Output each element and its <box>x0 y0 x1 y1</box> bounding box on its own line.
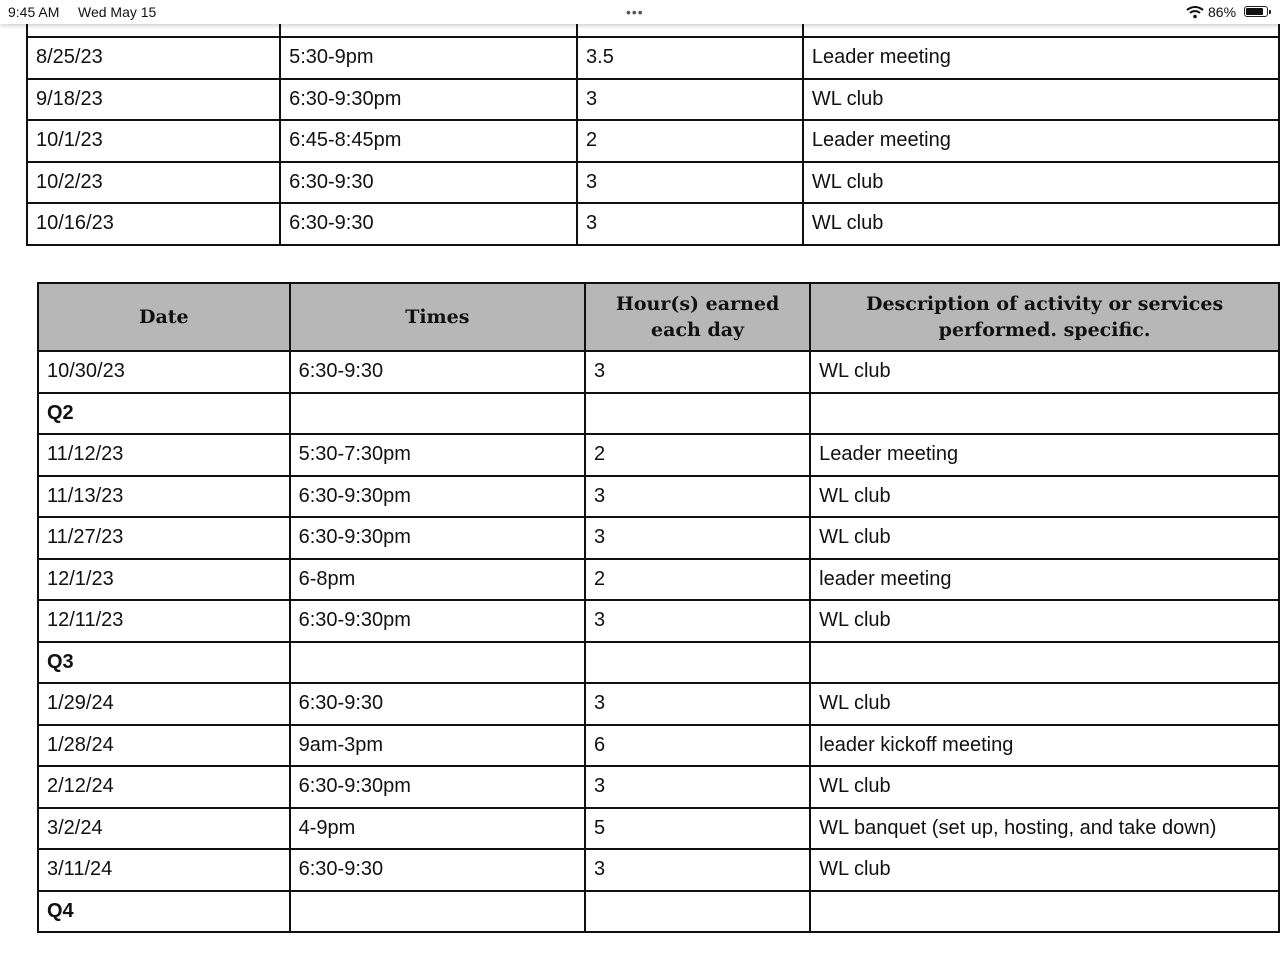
times-cell: 6:30-9:30 <box>290 849 585 891</box>
header-times: Times <box>290 283 585 351</box>
table-row <box>38 434 1279 476</box>
table-row <box>38 476 1279 518</box>
hours-cell <box>585 891 810 933</box>
hours-cell: 3 <box>585 683 810 725</box>
header-description: Description of activity or services performed. specific. <box>810 283 1279 351</box>
quarter-row <box>38 891 1279 933</box>
quarter-label: Q2 <box>38 393 290 435</box>
description-cell <box>810 642 1279 684</box>
header-hours: Hour(s) earned each day <box>585 283 810 351</box>
date-cell: 3/11/24 <box>38 849 290 891</box>
times-cell: 5:30-7:30pm <box>290 434 585 476</box>
table-row <box>38 808 1279 850</box>
hours-cell <box>585 642 810 684</box>
date-cell: 12/11/23 <box>38 600 290 642</box>
table-row <box>27 162 1279 204</box>
hours-cell: 3 <box>577 162 803 204</box>
table-row <box>38 725 1279 767</box>
hours-cell: 3 <box>585 517 810 559</box>
hours-cell: 3 <box>585 766 810 808</box>
description-cell: Leader meeting <box>803 120 1279 162</box>
date-cell: 10/2/23 <box>27 162 280 204</box>
table-row <box>38 849 1279 891</box>
description-cell: WL club <box>810 600 1279 642</box>
date-cell: 10/1/23 <box>27 120 280 162</box>
times-cell <box>290 642 585 684</box>
times-cell: 6:30-9:30 <box>280 162 577 204</box>
battery-percent: 86% <box>1208 4 1237 20</box>
description-cell: Leader meeting <box>803 37 1279 79</box>
hours-cell: 5 <box>585 808 810 850</box>
date-cell: 3/2/24 <box>38 808 290 850</box>
quarter-label: Q4 <box>38 891 290 933</box>
hours-cell: 3 <box>577 203 803 245</box>
hours-cell: 3 <box>577 79 803 121</box>
times-cell: 6:30-9:30 <box>290 351 585 393</box>
description-cell: WL club <box>810 476 1279 518</box>
hours-cell: 3 <box>585 351 810 393</box>
times-cell <box>290 393 585 435</box>
description-cell: WL club <box>803 162 1279 204</box>
date-cell: 9/18/23 <box>27 79 280 121</box>
table-row <box>38 600 1279 642</box>
hours-cell: 6 <box>585 725 810 767</box>
date-cell: 1/29/24 <box>38 683 290 725</box>
status-bar <box>0 0 1280 24</box>
table-row <box>38 766 1279 808</box>
table-row <box>27 203 1279 245</box>
description-cell <box>810 393 1279 435</box>
description-cell: WL club <box>803 203 1279 245</box>
hours-cell: 2 <box>585 559 810 601</box>
hours-cell: 3 <box>585 476 810 518</box>
date-cell: 2/12/24 <box>38 766 290 808</box>
date-cell: 11/13/23 <box>38 476 290 518</box>
times-cell: 6:30-9:30pm <box>280 79 577 121</box>
times-cell: 6:45-8:45pm <box>280 120 577 162</box>
hours-cell <box>585 393 810 435</box>
description-cell: WL banquet (set up, hosting, and take down) <box>810 808 1279 850</box>
times-cell: 4-9pm <box>290 808 585 850</box>
date-cell: 11/27/23 <box>38 517 290 559</box>
status-time: 9:45 AM <box>8 4 60 20</box>
times-cell: 5:30-9pm <box>280 37 577 79</box>
quarter-label: Q3 <box>38 642 290 684</box>
status-date: Wed May 15 <box>78 4 157 20</box>
date-cell: 1/28/24 <box>38 725 290 767</box>
description-cell: WL club <box>810 683 1279 725</box>
times-cell <box>290 891 585 933</box>
description-cell: WL club <box>810 517 1279 559</box>
battery-fill <box>1246 8 1263 15</box>
hours-cell: 2 <box>585 434 810 476</box>
times-cell: 6:30-9:30 <box>290 683 585 725</box>
date-cell: 10/30/23 <box>38 351 290 393</box>
battery-cap <box>1269 10 1271 14</box>
hours-table <box>37 282 1280 933</box>
table-row <box>38 683 1279 725</box>
multitasking-dots[interactable]: ••• <box>626 4 644 20</box>
table-row <box>38 351 1279 393</box>
date-cell: 12/1/23 <box>38 559 290 601</box>
quarter-row <box>38 393 1279 435</box>
battery-icon <box>1244 6 1268 17</box>
wifi-icon <box>1186 5 1204 22</box>
description-cell: leader meeting <box>810 559 1279 601</box>
date-cell: 10/16/23 <box>27 203 280 245</box>
times-cell: 6-8pm <box>290 559 585 601</box>
times-cell: 6:30-9:30pm <box>290 517 585 559</box>
description-cell: Leader meeting <box>810 434 1279 476</box>
hours-cell: 3 <box>585 600 810 642</box>
table-row <box>38 517 1279 559</box>
description-cell: WL club <box>810 849 1279 891</box>
date-cell: 8/25/23 <box>27 37 280 79</box>
quarter-row <box>38 642 1279 684</box>
description-cell: WL club <box>810 351 1279 393</box>
times-cell: 6:30-9:30pm <box>290 600 585 642</box>
hours-cell: 2 <box>577 120 803 162</box>
date-cell: 11/12/23 <box>38 434 290 476</box>
table-header-row <box>38 283 1279 351</box>
hours-cell: 3 <box>585 849 810 891</box>
description-cell <box>810 891 1279 933</box>
description-cell: WL club <box>810 766 1279 808</box>
description-cell: WL club <box>803 79 1279 121</box>
times-cell: 9am-3pm <box>290 725 585 767</box>
hours-cell: 3.5 <box>577 37 803 79</box>
table-row <box>27 120 1279 162</box>
header-date: Date <box>38 283 290 351</box>
times-cell: 6:30-9:30 <box>280 203 577 245</box>
description-cell: leader kickoff meeting <box>810 725 1279 767</box>
table-row <box>27 79 1279 121</box>
times-cell: 6:30-9:30pm <box>290 476 585 518</box>
table-row <box>27 37 1279 79</box>
table-row <box>38 559 1279 601</box>
hours-table-continued <box>26 0 1280 246</box>
times-cell: 6:30-9:30pm <box>290 766 585 808</box>
